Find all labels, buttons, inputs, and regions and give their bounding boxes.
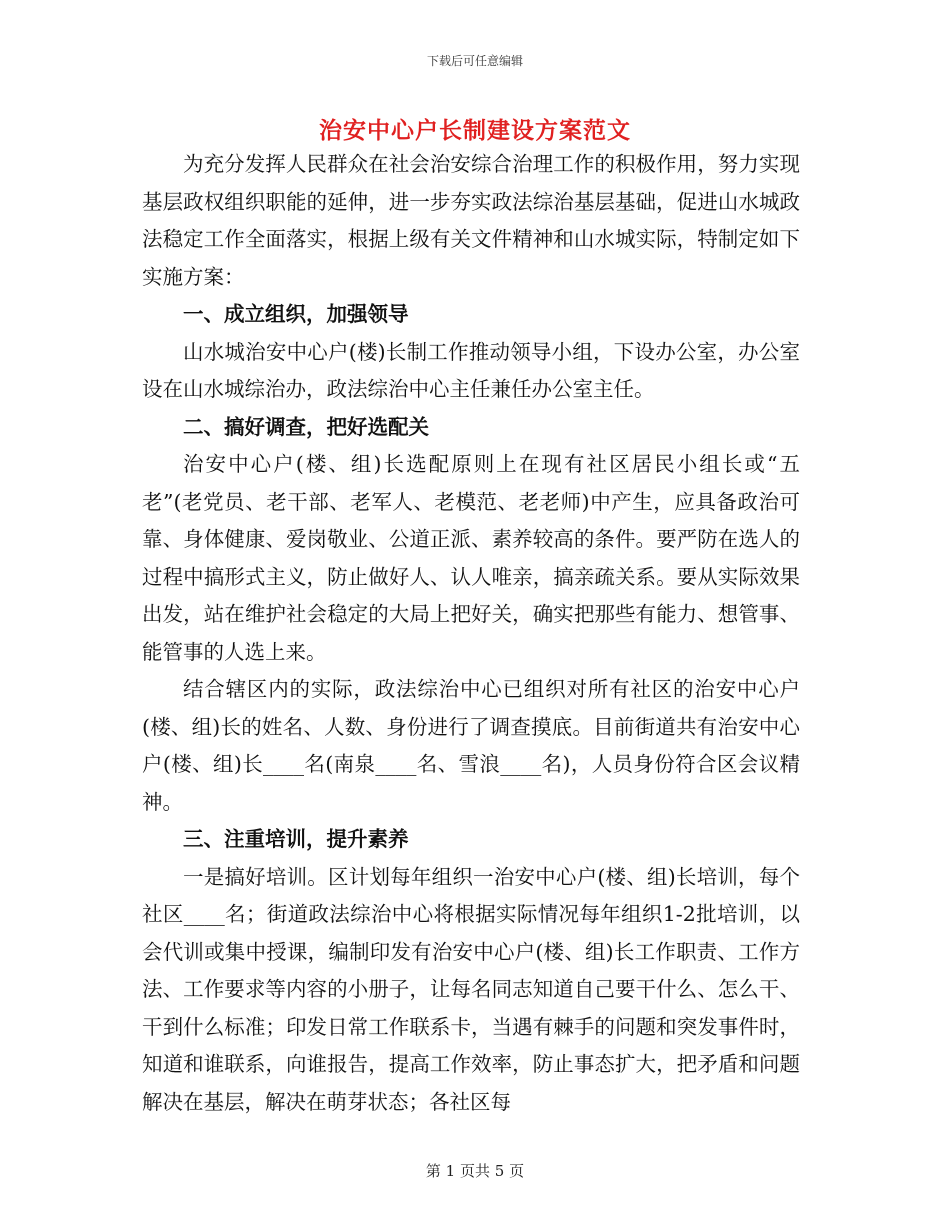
page-header-note: 下载后可任意编辑 (426, 54, 523, 68)
section-heading-1: 一、成立组织，加强领导 (183, 302, 409, 326)
section-heading-2: 二、搞好调查，把好选配关 (183, 414, 429, 439)
paragraph-intro: 为充分发挥人民群众在社会治安综合治理工作的积极作用，努力实现基层政权组织职能的延伸，进一步夯实政法综治基层基础，促进山水城政法稳定工作全面落实，根据上级有关文件精神和山水城实际，特制定如下实施方案： (142, 152, 800, 289)
document-title: 治安中心户长制建设方案范文 (319, 117, 631, 144)
page-footer-number: 第 1 页共 5 页 (425, 1162, 525, 1180)
paragraph-selection-criteria: 治安中心户(楼、组)长选配原则上在现有社区居民小组长或“五老”(老党员、老干部、老军人、老模范、老老师)中产生，应具备政治可靠、身体健康、爱岗敬业、公道正派、素养较高的条件。要严防在选人的过程中搞形式主义，防止做好人、认人唯亲，搞亲疏关系。要从实际效果出发，站在维护社会稳定的大局上把好关，确实把那些有能力、想管事、能管事的人选上来。 (142, 452, 800, 664)
paragraph-training: 一是搞好培训。区计划每年组织一治安中心户(楼、组)长培训，每个社区____名；街道政法综治中心将根据实际情况每年组织1-2批培训，以会代训或集中授课，编制印发有治安中心户(楼、组)长工作职责、工作方法、工作要求等内容的小册子，让每名同志知道自己要干什么、怎么干、干到什么标准；印发日常工作联系卡，当遇有棘手的问题和突发事件时，知道和谁联系，向谁报告，提高工作效率，防止事态扩大，把矛盾和问题解决在基层，解决在萌芽状态；各社区每 (142, 864, 800, 1114)
document-body (142, 146, 800, 1121)
paragraph-survey: 结合辖区内的实际，政法综治中心已组织对所有社区的治安中心户(楼、组)长的姓名、人数、身份进行了调查摸底。目前街道共有治安中心户(楼、组)长____名(南泉____名、雪浪____名)，人员身份符合区会议精神。 (142, 677, 800, 814)
section-heading-3: 三、注重培训，提升素养 (183, 827, 409, 851)
paragraph-organization: 山水城治安中心户(楼)长制工作推动领导小组，下设办公室，办公室设在山水城综治办，政法综治中心主任兼任办公室主任。 (142, 339, 800, 401)
